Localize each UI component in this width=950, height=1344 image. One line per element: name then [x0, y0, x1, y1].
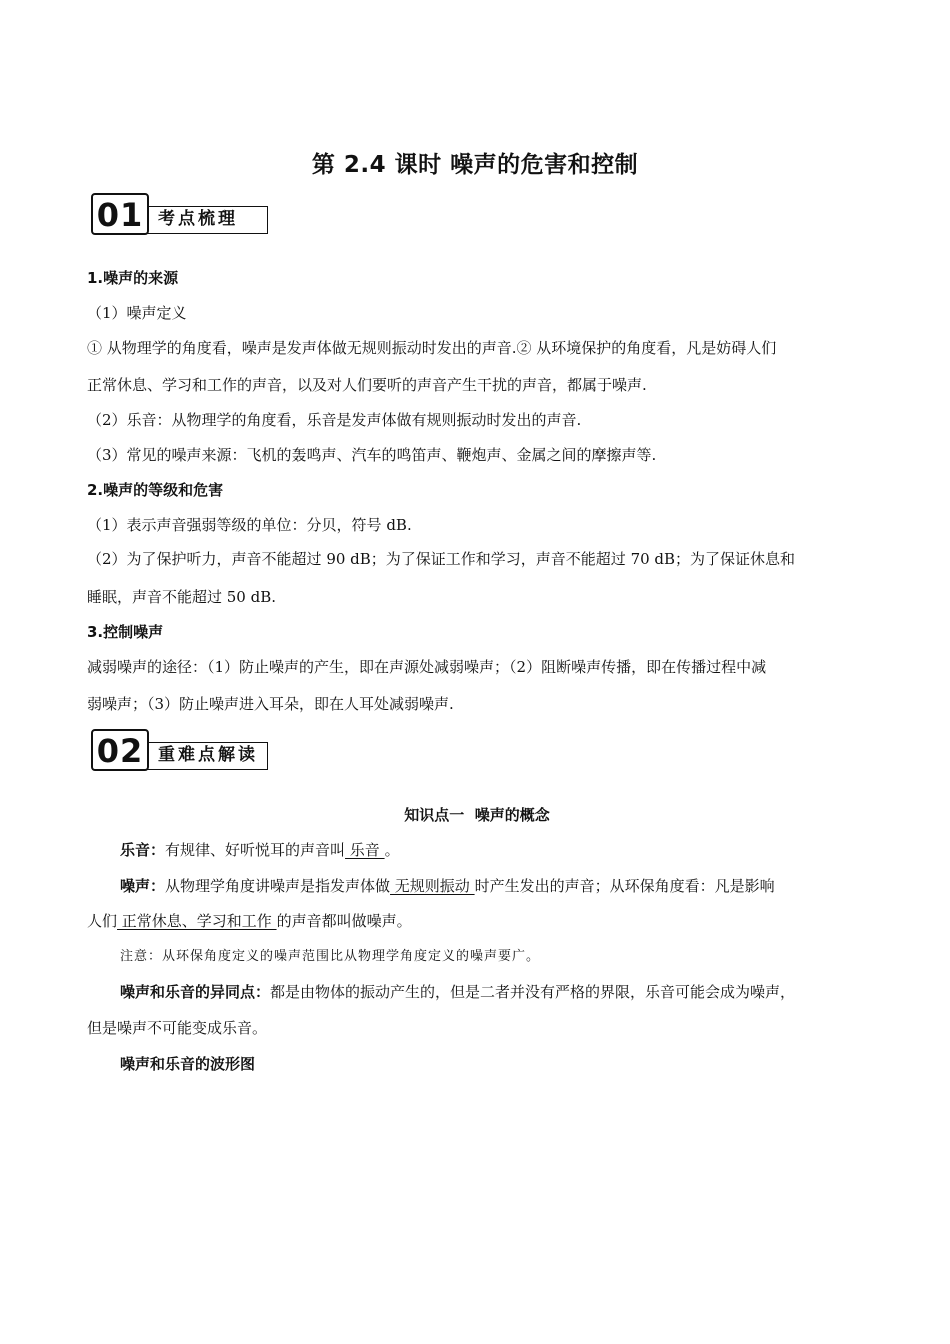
music-definition — [120, 840, 867, 860]
answer-blank: 乐音 — [345, 841, 385, 859]
definition-text: 的声音都叫做噪声。 — [276, 912, 412, 930]
term-label: 噪声和乐音的异同点： — [120, 983, 271, 1001]
paragraph-line: （2）乐音：从物理学的角度看，乐音是发声体做有规则振动时发出的声音. — [87, 411, 582, 429]
answer-blank: 正常休息、学习和工作 — [117, 912, 277, 930]
paragraph-line: （3）常见的噪声来源：飞机的轰鸣声、汽车的鸣笛声、鞭炮声、金属之间的摩擦声等. — [87, 446, 657, 464]
term-label: 乐音： — [120, 841, 166, 859]
section-number: 01 — [91, 193, 149, 235]
waveform-heading: 噪声和乐音的波形图 — [120, 1055, 256, 1073]
paragraph-line: （1）表示声音强弱等级的单位：分贝，符号 dB. — [87, 516, 412, 534]
paragraph-line: 正常休息、学习和工作的声音，以及对人们要听的声音产生干扰的声音，都属于噪声. — [87, 376, 647, 394]
definition-text: 人们 — [87, 912, 118, 930]
definition-text: 。 — [384, 841, 400, 859]
paragraph-line: 睡眠，声音不能超过 50 dB. — [87, 588, 277, 606]
page-title: 第 2.4 课时 噪声的危害和控制 — [311, 152, 639, 178]
difference-paragraph — [120, 982, 867, 1002]
paragraph-line: 弱噪声；（3）防止噪声进入耳朵，即在人耳处减弱噪声. — [87, 695, 454, 713]
heading-noise-source: 1.噪声的来源 — [87, 269, 179, 287]
section-number: 02 — [91, 729, 149, 771]
section-label: 重难点解读 — [147, 742, 268, 770]
paragraph-line: ① 从物理学的角度看，噪声是发声体做无规则振动时发出的声音.② 从环境保护的角度看，凡是妨碍人们 — [87, 339, 777, 357]
heading-noise-level: 2.噪声的等级和危害 — [87, 481, 224, 499]
section-badge-2 — [91, 729, 269, 773]
heading-noise-control: 3.控制噪声 — [87, 623, 164, 641]
definition-text: 时产生发出的声音；从环保角度看：凡是影响 — [474, 877, 775, 895]
knowledge-point-heading: 知识点一 噪声的概念 — [404, 806, 550, 824]
noise-definition-cont — [87, 911, 867, 931]
paragraph-line: （1）噪声定义 — [87, 304, 187, 322]
definition-text: 有规律、好听悦耳的声音叫 — [165, 841, 346, 859]
note-text: 注意：从环保角度定义的噪声范围比从物理学角度定义的噪声要广。 — [120, 949, 541, 964]
answer-blank: 无规则振动 — [390, 877, 475, 895]
difference-paragraph-cont: 但是噪声不可能变成乐音。 — [87, 1019, 268, 1037]
section-label: 考点梳理 — [147, 206, 268, 234]
term-label: 噪声： — [120, 877, 166, 895]
noise-definition — [120, 876, 867, 896]
definition-text: 从物理学角度讲噪声是指发声体做 — [165, 877, 391, 895]
paragraph-line: （2）为了保护听力，声音不能超过 90 dB；为了保证工作和学习，声音不能超过 70 dB；为了保证休息和 — [87, 550, 796, 568]
paragraph-line: 减弱噪声的途径：（1）防止噪声的产生，即在声源处减弱噪声；（2）阻断噪声传播，即在传播过程中减 — [87, 658, 767, 676]
definition-text: 都是由物体的振动产生的，但是二者并没有严格的界限，乐音可能会成为噪声， — [270, 983, 796, 1001]
section-badge-1 — [91, 193, 269, 237]
